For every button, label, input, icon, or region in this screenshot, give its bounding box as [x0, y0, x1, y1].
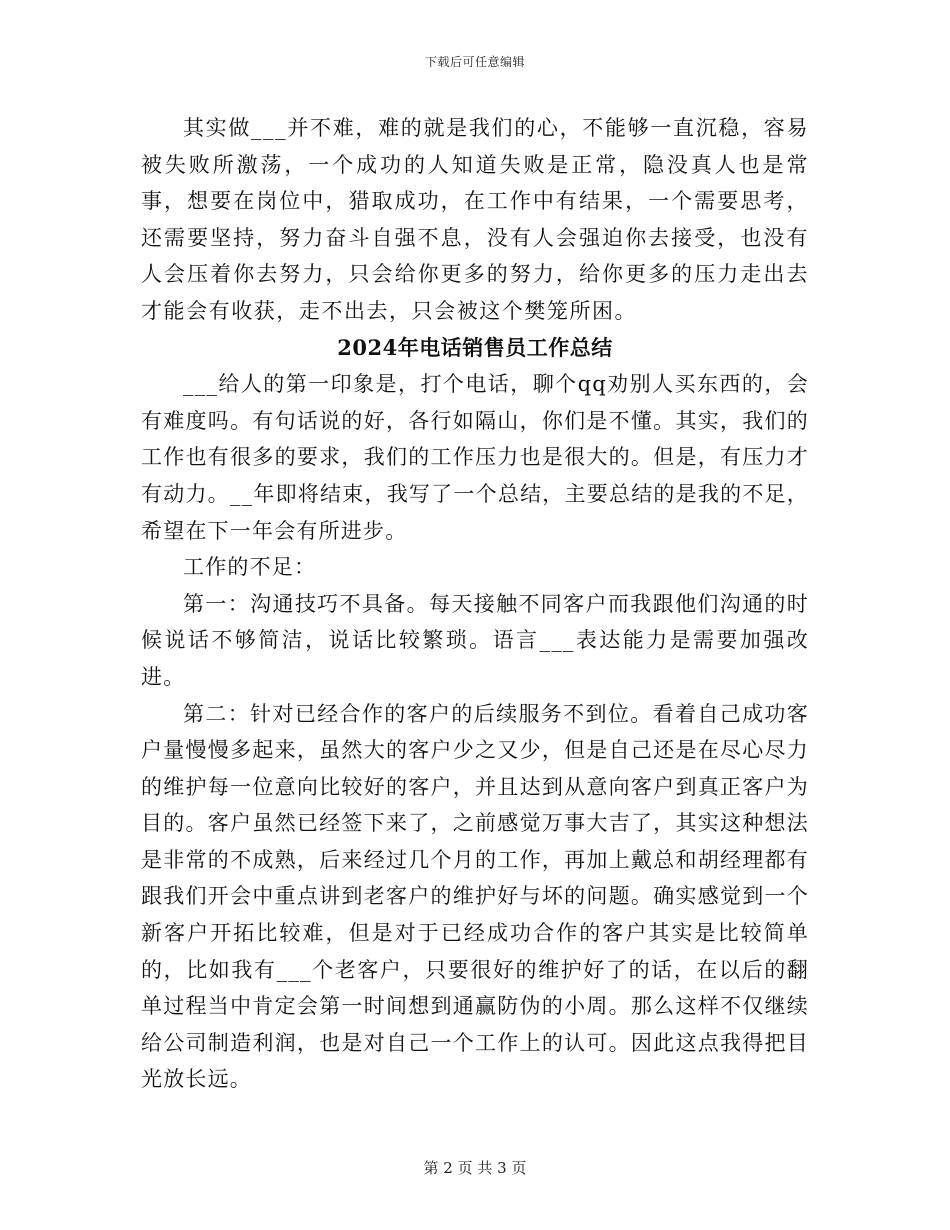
page-number-footer: 第 2 页 共 3 页	[423, 1159, 527, 1177]
intro-paragraph: 其实做___并不难，难的就是我们的心，不能够一直沉稳，容易被失败所激荡，一个成功的人知道失败是正常，隐没真人也是常事，想要在岗位中，猎取成功，在工作中有结果，一个需要思考，还需要坚持，努力奋斗自强不息，没有人会强迫你去接受，也没有人会压着你去努力，只会给你更多的努力，给你更多的压力走出去才能会有收获，走不出去，只会被这个樊笼所困。	[141, 116, 809, 323]
body-paragraph-2: 工作的不足：	[183, 555, 317, 580]
page-header-note: 下载后可任意编辑	[424, 55, 525, 69]
document-body	[141, 110, 809, 1098]
body-paragraph-1: ___给人的第一印象是，打个电话，聊个qq劝别人买东西的，会有难度吗。有句话说的好，各行如隔山，你们是不懂。其实，我们的工作也有很多的要求，我们的工作压力也是很大的。但是，有压力才有动力。__年即将结束，我写了一个总结，主要总结的是我的不足，希望在下一年会有所进步。	[141, 372, 809, 543]
body-paragraph-3: 第一：沟通技巧不具备。每天接触不同客户而我跟他们沟通的时候说话不够简洁，说话比较繁琐。语言___表达能力是需要加强改进。	[141, 591, 809, 689]
document-title: 2024年电话销售员工作总结	[337, 334, 613, 360]
body-paragraph-4: 第二：针对已经合作的客户的后续服务不到位。看着自己成功客户量慢慢多起来，虽然大的客户少之又少，但是自己还是在尽心尽力的维护每一位意向比较好的客户，并且达到从意向客户到真正客户为目的。客户虽然已经签下来了，之前感觉万事大吉了，其实这种想法是非常的不成熟，后来经过几个月的工作，再加上戴总和胡经理都有跟我们开会中重点讲到老客户的维护好与坏的问题。确实感觉到一个新客户开拓比较难，但是对于已经成功合作的客户其实是比较简单的，比如我有___个老客户，只要很好的维护好了的话，在以后的翻单过程当中肯定会第一时间想到通赢防伪的小周。那么这样不仅继续给公司制造利润，也是对自己一个工作上的认可。因此这点我得把目光放长远。	[141, 701, 809, 1092]
